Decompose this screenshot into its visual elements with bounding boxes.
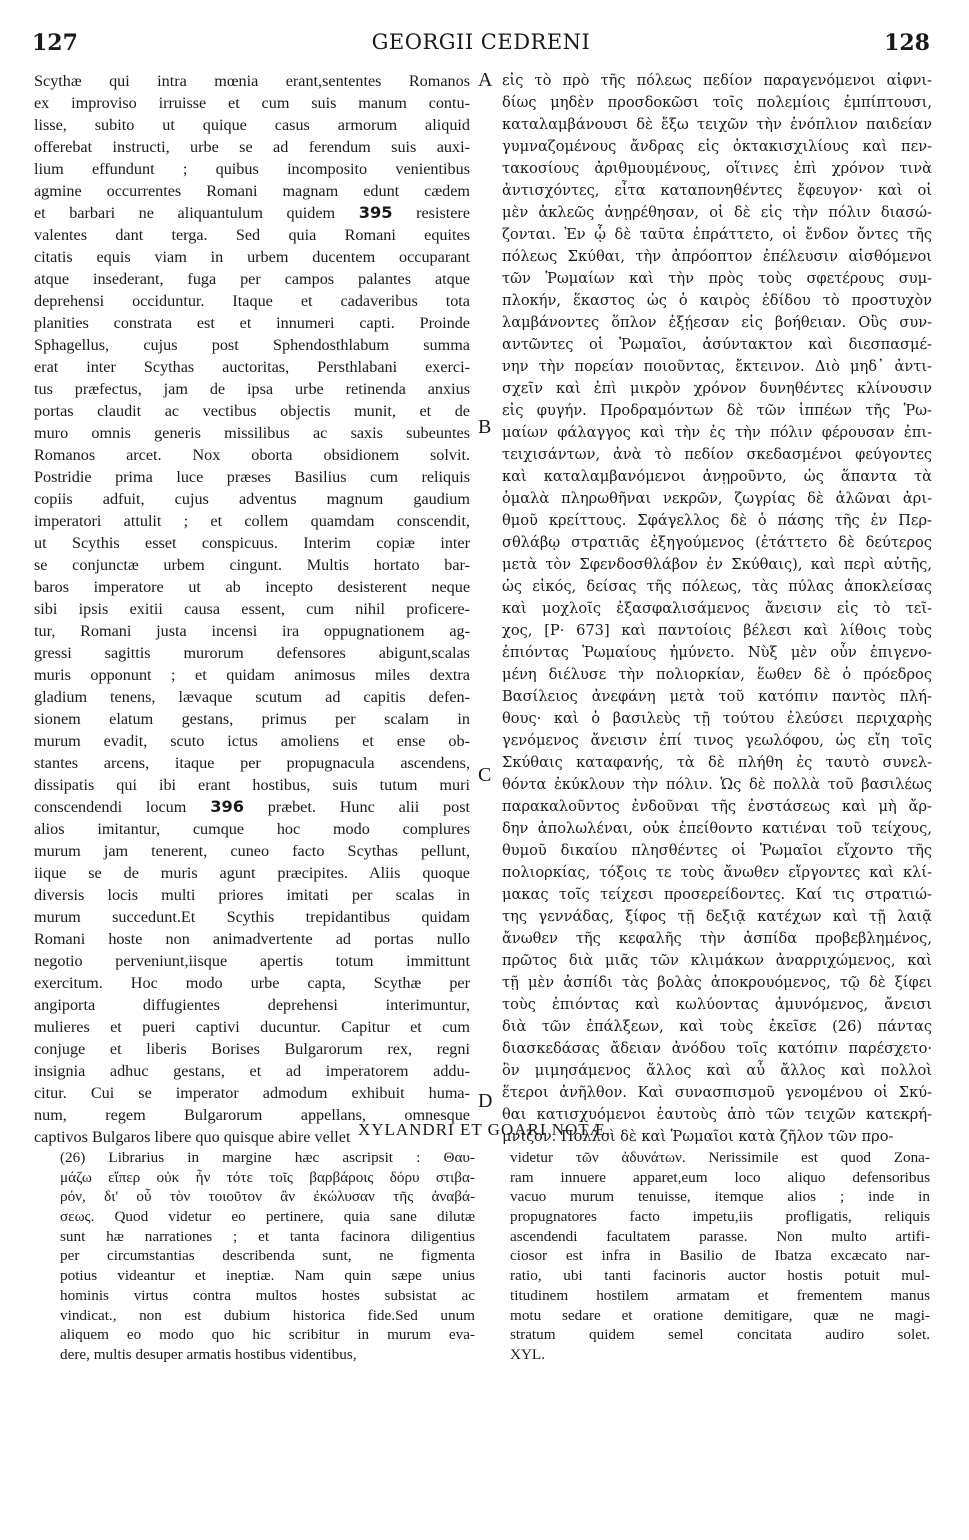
margin-letter-a: A <box>478 69 493 91</box>
greek-line: ἐπιόντας Ῥωμαίους ἠμύνετο. Νὺξ μὲν οὖν ἐπιγενο- <box>502 644 932 661</box>
latin-line: murum evadit, scuto ictus amoliens et ense ob- <box>34 732 470 750</box>
greek-line: γυμναζομένους ἄνδρας εἰς ὀκτακισχιλίους καὶ πεν- <box>502 138 932 155</box>
note-line: ρόν, δι' οὗ τὸν τοιοῦτον ἂν ἐκώλυσαν τῆς ἀναβά- <box>60 1188 475 1206</box>
latin-column <box>34 70 470 1148</box>
latin-line: muro omnis generis missilibus ac saxis subeuntes <box>34 424 470 442</box>
greek-line: θυμοῦ δικαίου πλησθέντες οἱ Ῥωμαῖοι εἴχοντο τῆς <box>502 842 932 859</box>
greek-line: μετὰ τὸν Σφενδοσθλάβον ἐν Σκύθαις), καὶ περὶ αὐτῆς, <box>502 556 932 573</box>
page-number-right: 128 <box>884 30 930 56</box>
note-line: μάζω εἴπερ οὐκ ἦν τότε τοῖς βαρβάροις δόρυ στιβα- <box>60 1168 475 1186</box>
greek-line: τακοσίους ἀριθμουμένους, οἵτινες ἐπὶ χρόνον τινὰ <box>502 160 932 177</box>
greek-line: νην τὴν πορείαν ποιοῦντας, ἔκτεινον. Διὸ μηδ᾽ ἀντι- <box>502 358 932 375</box>
latin-line: lium effundunt ; quibus incomposito venientibus <box>34 160 470 178</box>
latin-line: lisse, subito ut quique casus armorum aliquid <box>34 116 470 134</box>
latin-line: sionem elatum gestans, primus per scalam in <box>34 710 470 728</box>
margin-letter-d: D <box>478 1090 493 1112</box>
greek-line: δίως μηδὲν προσδοκῶσι τοῖς πολεμίοις ἐμπίπτουσι, <box>502 94 932 111</box>
latin-line-tail: resistere <box>416 204 470 222</box>
latin-line-tail: præbet. Hunc alii post <box>267 798 470 816</box>
greek-line: θμοῦ κρείττους. Σφάγελλος δὲ ὁ πάσης τῆς ἐν Περ- <box>502 512 932 529</box>
greek-line: δην ἀπολωλέναι, οὐκ ἐπείθοντο κατιέναι τοῦ τείχους, <box>502 820 932 837</box>
latin-line: Sphagellus, cujus post Sphendosthlabum summa <box>34 336 470 354</box>
latin-line: stantes arcens, itaque per propugnacula ascendens, <box>34 754 470 772</box>
latin-line: valentes dant terga. Sed quia Romani equites <box>34 226 470 244</box>
latin-line: murum succedunt.Et Scythis trepidantibus quidam <box>34 908 470 926</box>
latin-line: se conjunctæ urbem cingunt. Multis hortato bar- <box>34 556 470 574</box>
margin-letter-b: B <box>478 416 492 438</box>
latin-line: imperatori attulit ; et collem quamdam conscendit, <box>34 512 470 530</box>
latin-line: atque insederant, fuga per campos palantes atque <box>34 270 470 288</box>
latin-line: Postridie prima luce præses Basilius cum reliquis <box>34 468 470 486</box>
greek-line: καταλαμβάνουσι δὲ ἔξω τειχῶν τὴν ἐνόπλιον παιδείαν <box>502 116 932 133</box>
greek-line: θαι κατισχυόμενοι ἑαυτοὺς ἀπὸ τῶν τειχῶν κατεκρή- <box>502 1106 932 1123</box>
margin-letter-c: C <box>478 764 492 786</box>
latin-line: tus præfectus, jam de ipsa urbe retinenda anxius <box>34 380 470 398</box>
note-line: titudinem hostilem armatam et frementem manus <box>510 1286 930 1304</box>
note-line: per circumstantias describenda sunt, ne figmenta <box>60 1247 475 1265</box>
latin-line: planities constrata est et innumeri capti. Proinde <box>34 314 470 332</box>
note-line: ram innuere apparet,eum loco aliquo defensoribus <box>510 1168 930 1186</box>
greek-line: τῶν Ῥωμαίων καὶ τὴν πρὸς τοὺς σφετέρους συμ- <box>502 270 932 287</box>
note-line: hominis virtus contra multos hostes subsistat ac <box>60 1286 475 1304</box>
latin-line: copiis adfuit, cujus adventus magnum gaudium <box>34 490 470 508</box>
greek-line: παρακαλοῦντος ἐνδοῦναι τῆς ἐνστάσεως καὶ μὴ ἄρ- <box>502 798 932 815</box>
latin-line: negotio perveniunt,iisque apertis totum immittunt <box>34 952 470 970</box>
note-line: ascendendi facultatem parasse. Non multo artifi- <box>510 1227 930 1245</box>
latin-line: Romani hoste non animadvertente ad portas nullo <box>34 930 470 948</box>
latin-line: ut Scythis esset conspicuus. Interim copiæ inter <box>34 534 470 552</box>
latin-line: offerebat instructi, urbe se ad ferendum suis auxi- <box>34 138 470 156</box>
latin-line-text: et barbari ne aliquantulum quidem <box>34 204 336 222</box>
notes-heading: XYLANDRI ET GOARI NOTÆ. <box>357 1120 612 1139</box>
greek-line: ὃν μιμησάμενος ἄλλος καὶ αὖ ἄλλος καὶ πολλοὶ <box>502 1062 932 1079</box>
latin-line: diversis locis multi priores imitati per scalas in <box>34 886 470 904</box>
greek-line: εἰς τὸ πρὸ τῆς πόλεως πεδίον παραγενόμενοι αἰφνι- <box>502 72 932 89</box>
latin-line: sibi ipsis exitii causa essent, cum nihil proficere- <box>34 600 470 618</box>
latin-line: dissipatis qui ibi erant hostibus, suis tutum muri <box>34 776 470 794</box>
greek-line: γενόμενος ἄνεισιν ἐπί τινος γεωλόφου, ὡς εἴη τοῖς <box>502 732 932 749</box>
greek-line: πρῶτος διὰ μιᾶς τῶν κλιμάκων ἀναρριχώμενος, καὶ <box>502 952 932 969</box>
note-line: ratio, ubi tanti facinoris auctor hostis potuit mul- <box>510 1267 930 1285</box>
note-line: vacuo murum tenuisse, itemque alios ; inde in <box>510 1188 930 1206</box>
notes-left-column <box>60 1148 475 1365</box>
latin-line: tur, Romani justa incensi ira oppugnationem ag- <box>34 622 470 640</box>
note-line: (26) Librarius in margine hæc ascripsit : Θαυ- <box>60 1149 475 1166</box>
greek-line: τειχισάντων, ἀνὰ τὸ πεδίον σκεδασμένοι φεύγοντες <box>502 446 932 463</box>
greek-line: καὶ καταλαμβανόμενοι ἀνῃροῦντο, ὡς ἅπαντα τὰ <box>502 468 932 485</box>
greek-line: της γεννάδας, ξίφος τῇ δεξιᾷ κατέχων καὶ τῇ λαιᾷ <box>502 908 932 925</box>
latin-line: angiporta diffugientes deprehensi interimuntur, <box>34 996 470 1014</box>
note-line: videtur τῶν ἀδυνάτων. Nerissimile est quod Zona- <box>510 1149 930 1166</box>
column-number-396: 396 <box>210 797 244 816</box>
greek-line: μαίων φάλαγγος καὶ τὴν ἐς τὴν πόλιν φέρουσαν ἐπι- <box>502 424 932 441</box>
note-line: potius videantur et ineptiæ. Nam quin sæpe unius <box>60 1267 475 1285</box>
greek-line: σθλάβῳ στρατιᾶς ἐξηγούμενος (ἐτάττετο δὲ δεύτερος <box>502 534 932 551</box>
note-line: stratum quidem semel concitata audiro solet. <box>510 1326 930 1344</box>
greek-line: μὲν ἀκλεῶς ἀνῃρέθησαν, οἱ δὲ εἰς τὴν πόλιν διασώ- <box>502 204 932 221</box>
latin-line: citur. Cui se imperator admodum exhibuit huma- <box>34 1084 470 1102</box>
greek-line: μακας τοῖς τείχεσι προσερείδοντες. Καί τις στρατιώ- <box>502 886 932 903</box>
greek-line: μνιζον. Πολλοὶ δὲ καὶ Ῥωμαῖοι κατὰ ζῆλον τῶν προ- <box>502 1128 894 1145</box>
latin-line: gladium tenens, lævaque scutum ad capitis defen- <box>34 688 470 706</box>
latin-line: num, regem Bulgarorum appellans, omnesque <box>34 1106 470 1124</box>
column-number-395: 395 <box>358 203 393 222</box>
latin-line-text: conscendendi locum <box>34 798 187 816</box>
page-number-left: 127 <box>32 30 78 56</box>
latin-line: conjuge et liberis Borises Bulgarorum rex, regni <box>34 1040 470 1058</box>
greek-line: διὰ τῶν ἐπάλξεων, καὶ τοὺς ἐκεῖσε (26) πάντας <box>502 1018 932 1035</box>
latin-line: mulieres et pueri captivi ducuntur. Capitur et cum <box>34 1018 470 1036</box>
note-line: XYL. <box>510 1345 546 1363</box>
latin-line: gressi sagittis murorum defensores abigunt,scalas <box>34 644 470 662</box>
latin-line: Romanos arcet. Nox oborta obsidionem solvit. <box>34 446 470 464</box>
page-header <box>32 30 930 56</box>
greek-line: σχεῖν καὶ ἐπὶ μικρὸν χρόνον δυνηθέντες κλίνουσιν <box>502 380 932 397</box>
note-line: ciosor est infra in Basilio de Ibatza excæcato nar- <box>510 1247 930 1265</box>
latin-line: captivos Bulgaros libere quo quisque abire vellet <box>34 1128 351 1146</box>
greek-line: ἀντισχόντες, εἶτα καταπονηθέντες ἔφευγον· καὶ οἱ <box>502 182 932 199</box>
latin-line <box>34 202 470 224</box>
greek-line: ζονται. Ἐν ᾧ δὲ ταῦτα ἐπράττετο, οἱ ἔνδον ὄντες τῆς <box>502 226 932 243</box>
latin-line: agmine occurrentes Romani magnam edunt cædem <box>34 182 470 200</box>
greek-line: ἕτεροι ἀνῆλθον. Καὶ συνασπισμοῦ γενομένου οἱ Σκύ- <box>502 1084 932 1101</box>
greek-line: λαμβάνοντες ὅπλον ἐξῄεσαν εἰς βοήθειαν. Οὓς συν- <box>502 314 932 331</box>
greek-line: Σκύθαις καταφανής, τὰ δὲ πλήθη ἐς ταυτὸ συνελ- <box>502 754 932 771</box>
greek-line: εἰς φυγήν. Προδραμόντων δὲ τῶν ἱππέων τῆς Ῥω- <box>502 402 932 419</box>
note-line: motu sedare et oratione demitigare, quæ ne magi- <box>510 1306 930 1324</box>
note-line: σεως. Quod videtur eo pertinere, quia sane dilutæ <box>60 1208 475 1226</box>
latin-line: alios imitantur, cumque hoc modo complures <box>34 820 470 838</box>
latin-line: citatis equis viam in urbem ducentem occuparant <box>34 248 470 266</box>
greek-line: αντῶντες οἱ Ῥωμαῖοι, ἀσύντακτον καὶ διεσπασμέ- <box>502 336 932 353</box>
note-line: sunt hæ narrationes ; et tanta facinora diligentius <box>60 1227 475 1245</box>
greek-line: μένη διέλυσε τὴν πολιορκίαν, ἕωθεν δὲ ὁ πρόεδρος <box>502 666 932 683</box>
greek-line: καὶ μοχλοῖς ἐξασφαλισάμενος ἄνεισιν εἰς τὸ τεῖ- <box>502 600 932 617</box>
latin-line: deprehensi occiduntur. Itaque et cadaveribus tota <box>34 292 470 310</box>
greek-line: τῇ μὲν ἀσπίδι τὰς βολὰς ἀποκρουόμενος, τῷ δὲ ξίφει <box>502 974 932 991</box>
greek-line: τοὺς ἐπιόντας καὶ κωλύοντας ἀμυνόμενος, ἄνεισι <box>502 996 932 1013</box>
latin-line: Scythæ qui intra mœnia erant,sententes Romanos <box>34 72 470 90</box>
latin-line: muris opponunt ; et quidam animosus miles dextra <box>34 666 470 684</box>
greek-line: θους· καὶ ὁ βασιλεὺς τῇ τούτου ἐλεύσει περιχαρὴς <box>502 710 932 727</box>
latin-line: baros imperatore ut ab incepto desisterent neque <box>34 578 470 596</box>
notes-right-column <box>510 1148 930 1365</box>
running-title: GEORGII CEDRENI <box>371 30 591 54</box>
greek-line: πλοκήν, ἕκαστος ὡς ὁ καιρὸς ἐδίδου τὸ προστυχὸν <box>502 292 932 309</box>
latin-line: erat inter Scythas auctoritas, Persthlabani exerci- <box>34 358 470 376</box>
greek-column <box>502 70 932 1148</box>
greek-line: διασκεδάσας ἄδειαν ἀνόδου τοῖς κατόπιν παρέσχετο· <box>502 1040 932 1057</box>
note-line: vindicat., non est dubium historica fide.Sed unum <box>60 1306 475 1324</box>
latin-line: insignia adhuc gestans, et ad imperatorem addu- <box>34 1062 470 1080</box>
greek-line: ὁμαλὰ πληρωθῆναι νεκρῶν, ζωγρίας δὲ ἁλῶναι ἀρι- <box>502 490 932 507</box>
greek-line: θόντα ἐκύκλουν τὴν πόλιν. Ὡς δὲ πολλὰ τοῦ βασιλέως <box>502 776 932 793</box>
greek-line: ὡς εἰκός, δείσας τῆς πόλεως, τὰς πύλας ἀποκλείσας <box>502 578 932 595</box>
latin-line: iique se de muris agunt præcipites. Aliis quoque <box>34 864 470 882</box>
greek-line: πόλεως Σκύθαι, τὴν ἀπρόοπτον ἐπέλευσιν αἰσθόμενοι <box>502 248 932 265</box>
greek-line: χος, [P· 673] καὶ παντοίοις βέλεσι καὶ λίθοις τοὺς <box>502 622 932 639</box>
latin-line: portas claudit ac vectibus objectis munit, et de <box>34 402 470 420</box>
note-line: dere, multis desuper armatis hostibus videntibus, <box>60 1345 357 1363</box>
greek-line: ἄνωθεν τῆς κεφαλῆς τὴν ἀσπίδα προβεβλημένος, <box>502 930 932 947</box>
note-line: propugnatores facto impetu,iis profligatis, reliquis <box>510 1208 930 1226</box>
note-line: aliquem eo modo quo hic scribitur in murum eva- <box>60 1326 475 1344</box>
latin-line: exercitum. Hoc modo urbe capta, Scythæ per <box>34 974 470 992</box>
latin-line: murum jam tenerent, cuneo facto Scythas pellunt, <box>34 842 470 860</box>
latin-line <box>34 796 470 818</box>
greek-line: πολιορκίας, τόξοις τε τοὺς ἄνωθεν εἴργοντες καὶ κλί- <box>502 864 932 881</box>
latin-line: ex improviso irruisse et cum suis manum contu- <box>34 94 470 112</box>
greek-line: Βασίλειος ἀνεφάνη μετὰ τοῦ κατόπιν παντὸς πλή- <box>502 688 932 705</box>
